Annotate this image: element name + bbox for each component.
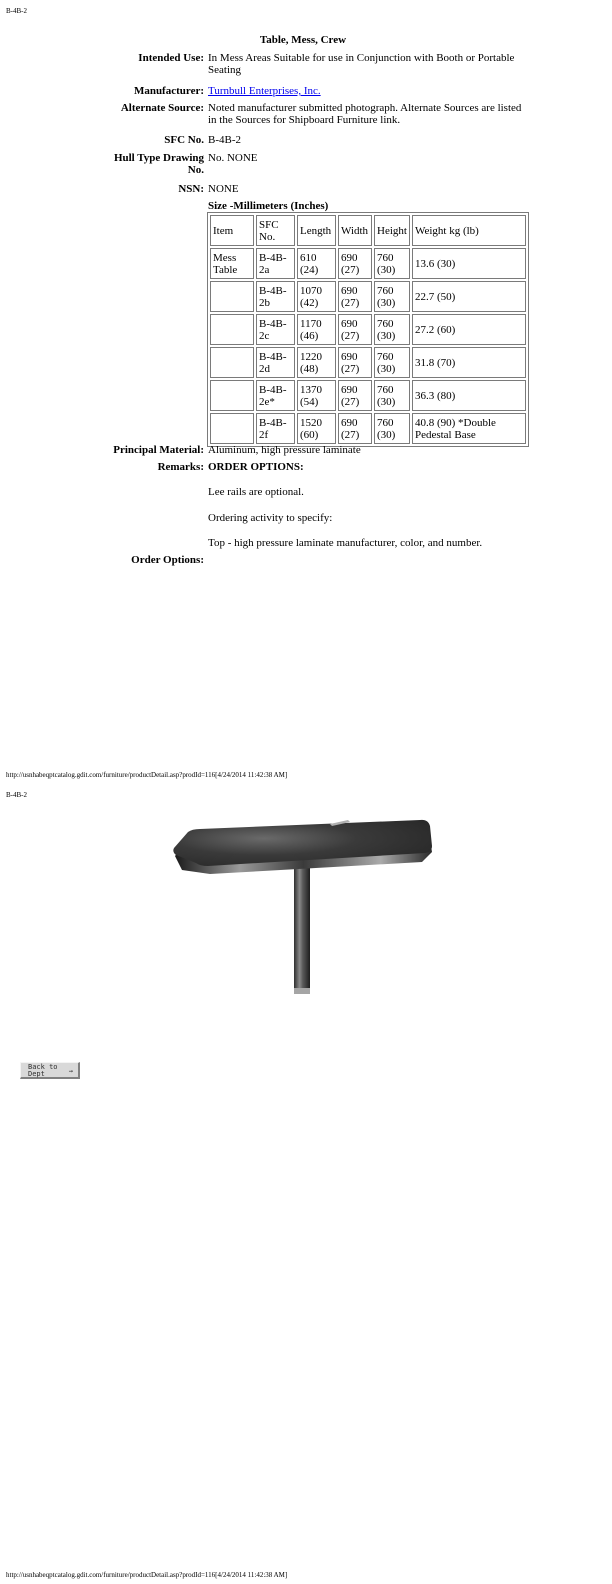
- cell-sfc-no: B-4B-2d: [256, 347, 295, 378]
- cell-sfc-no: B-4B-2c: [256, 314, 295, 345]
- pedestal-foot: [294, 988, 310, 994]
- page-header-code: B-4B-2: [6, 791, 27, 799]
- manufacturer-value: [208, 85, 528, 97]
- cell-sfc-no: B-4B-2e*: [256, 380, 295, 411]
- cell-height: 760 (30): [374, 347, 410, 378]
- sfc-no-value: B-4B-2: [208, 134, 241, 146]
- table-row: [210, 413, 526, 444]
- cell-height: 760 (30): [374, 314, 410, 345]
- page-header-code: B-4B-2: [6, 7, 27, 15]
- header-weight: Weight kg (lb): [412, 215, 526, 246]
- header-height: Height: [374, 215, 410, 246]
- cell-item: [210, 347, 254, 378]
- table-row: [210, 314, 526, 345]
- order-options-label: Order Options:: [131, 554, 204, 566]
- cell-weight: 36.3 (80): [412, 380, 526, 411]
- mess-table-illustration: [170, 818, 435, 998]
- size-table-header-row: [210, 215, 526, 246]
- remarks-label: Remarks:: [157, 461, 204, 473]
- size-table: [207, 212, 529, 447]
- hull-type-value: No. NONE: [208, 152, 258, 164]
- page-title: Table, Mess, Crew: [259, 34, 347, 46]
- table-row: [210, 347, 526, 378]
- cell-weight: 27.2 (60): [412, 314, 526, 345]
- cell-weight: 13.6 (30): [412, 248, 526, 279]
- cell-weight: 40.8 (90) *Double Pedestal Base: [412, 413, 526, 444]
- cell-width: 690 (27): [338, 380, 372, 411]
- hull-type-label: Hull Type Drawing No.: [113, 152, 204, 176]
- cell-item: [210, 380, 254, 411]
- cell-height: 760 (30): [374, 281, 410, 312]
- cell-weight: 22.7 (50): [412, 281, 526, 312]
- cell-item: Mess Table: [210, 248, 254, 279]
- cell-length: 1520 (60): [297, 413, 336, 444]
- cell-width: 690 (27): [338, 314, 372, 345]
- product-image: [170, 818, 435, 998]
- cell-item: [210, 413, 254, 444]
- cell-height: 760 (30): [374, 248, 410, 279]
- remarks-paragraph: Lee rails are optional.: [208, 486, 304, 498]
- intended-use-label: Intended Use:: [138, 52, 204, 64]
- nsn-label: NSN:: [178, 183, 204, 195]
- table-row: [210, 281, 526, 312]
- intended-use-value: In Mess Areas Suitable for use in Conjunction with Booth or Portable Seating: [208, 52, 515, 76]
- table-pedestal: [294, 854, 310, 994]
- alternate-source-value: Noted manufacturer submitted photograph. Alternate Sources are listed in the Sources for Shipboard Furniture link.: [208, 102, 522, 126]
- cell-length: 1170 (46): [297, 314, 336, 345]
- cell-width: 690 (27): [338, 248, 372, 279]
- cell-width: 690 (27): [338, 413, 372, 444]
- cell-length: 1370 (54): [297, 380, 336, 411]
- manufacturer-label: Manufacturer:: [133, 85, 204, 97]
- header-sfc-no: SFC No.: [256, 215, 295, 246]
- cell-height: 760 (30): [374, 413, 410, 444]
- cell-sfc-no: B-4B-2f: [256, 413, 295, 444]
- cell-item: [210, 314, 254, 345]
- remarks-paragraph: Ordering activity to specify:: [208, 512, 333, 524]
- cell-item: [210, 281, 254, 312]
- back-to-dept-label-line2: Dept: [28, 1070, 45, 1078]
- cell-length: 610 (24): [297, 248, 336, 279]
- cell-width: 690 (27): [338, 347, 372, 378]
- size-table-heading: Size -Millimeters (Inches): [208, 200, 329, 212]
- nsn-value: NONE: [208, 183, 239, 195]
- manufacturer-link[interactable]: Turnbull Enterprises, Inc.: [208, 85, 321, 97]
- remarks-paragraph: Top - high pressure laminate manufacturer, color, and number.: [208, 537, 483, 549]
- cell-weight: 31.8 (70): [412, 347, 526, 378]
- header-width: Width: [338, 215, 372, 246]
- page-footer-url: http://usnhabeqptcatalog.gdit.com/furniture/productDetail.asp?prodId=116[4/24/2014 11:42:38 AM]: [6, 1571, 288, 1579]
- principal-material-value: Aluminum, high pressure laminate: [208, 444, 361, 456]
- cell-sfc-no: B-4B-2a: [256, 248, 295, 279]
- header-length: Length: [297, 215, 336, 246]
- remarks-value: ORDER OPTIONS:: [208, 461, 304, 473]
- cell-length: 1070 (42): [297, 281, 336, 312]
- sfc-no-label: SFC No.: [164, 134, 204, 146]
- cell-height: 760 (30): [374, 380, 410, 411]
- table-row: [210, 248, 526, 279]
- alternate-source-label: Alternate Source:: [120, 102, 204, 114]
- cell-length: 1220 (48): [297, 347, 336, 378]
- table-row: [210, 380, 526, 411]
- back-to-dept-label-line1: Back to: [28, 1063, 58, 1071]
- principal-material-label: Principal Material:: [113, 444, 204, 456]
- header-item: Item: [210, 215, 254, 246]
- cell-width: 690 (27): [338, 281, 372, 312]
- cell-sfc-no: B-4B-2b: [256, 281, 295, 312]
- back-to-dept-button[interactable]: [20, 1062, 80, 1079]
- arrow-right-icon: →: [68, 1067, 73, 1075]
- page-footer-url: http://usnhabeqptcatalog.gdit.com/furniture/productDetail.asp?prodId=116[4/24/2014 11:42:38 AM]: [6, 771, 288, 779]
